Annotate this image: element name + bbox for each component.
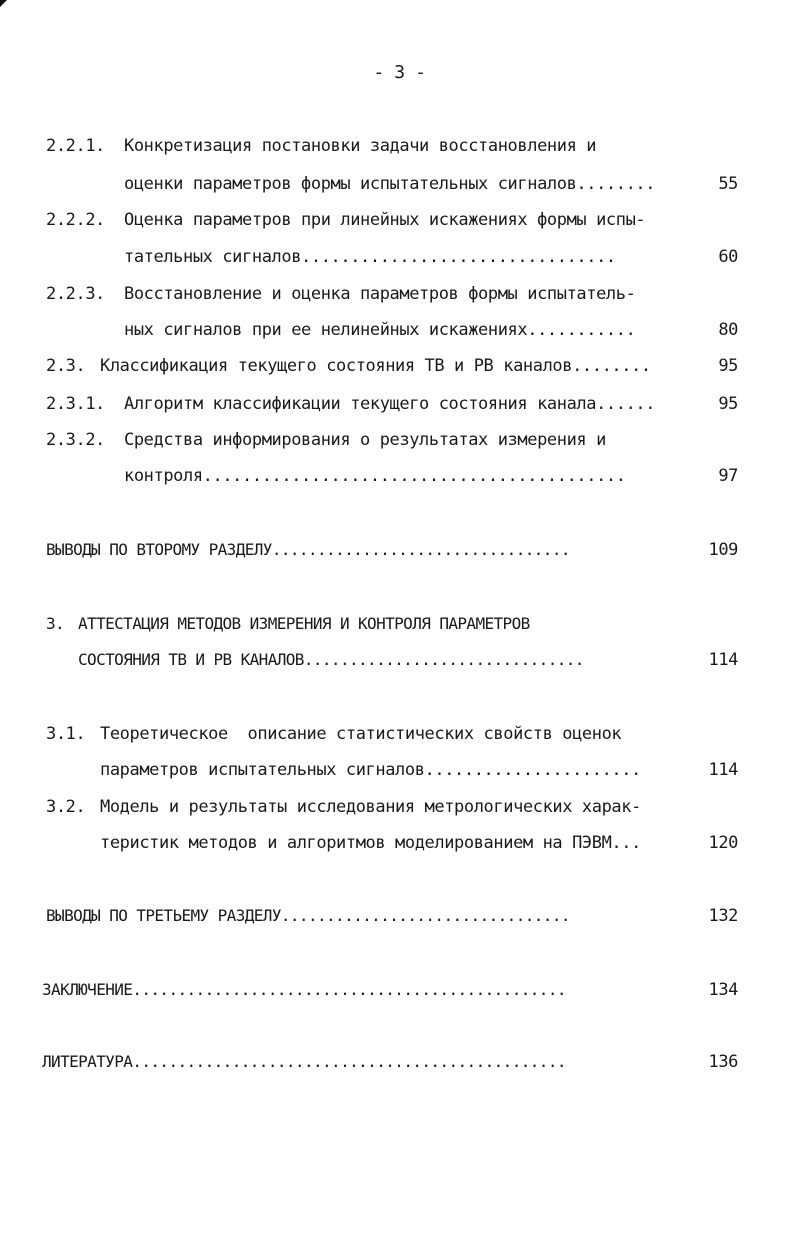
toc-entry-number: 2.3.2. — [46, 430, 106, 450]
toc-page-ref: 109 — [708, 540, 738, 560]
toc-page-ref: 55 — [718, 174, 738, 194]
toc-entry-title-continued: контроля........................................... — [124, 466, 626, 486]
toc-entry-title-continued: теристик методов и алгоритмов моделированием на ПЭВМ... — [100, 833, 641, 853]
toc-entry-title-continued: оценки параметров формы испытательных сигналов........ — [124, 174, 656, 194]
toc-page-ref: 95 — [718, 356, 738, 376]
toc-entry-title: Средства информирования о результатах измерения и — [124, 430, 606, 450]
toc-entry-number: 3.1. — [46, 724, 86, 744]
toc-page-ref: 114 — [708, 650, 738, 670]
toc-page-ref: 97 — [718, 466, 738, 486]
toc-entry-number: 2.2.1. — [46, 136, 106, 156]
toc-final-conclusion: ЗАКЛЮЧЕНИЕ................................................ — [42, 980, 566, 999]
toc-entry-title-continued: тательных сигналов................................ — [124, 247, 616, 267]
toc-entry-title: Оценка параметров при линейных искажениях формы испы- — [124, 210, 646, 230]
toc-entry-title-continued: параметров испытательных сигналов...................... — [100, 760, 641, 780]
toc-entry-title: Теоретическое описание статистических свойств оценок — [100, 724, 622, 744]
toc-entry-number: 2.3. — [46, 356, 86, 376]
toc-page-ref: 134 — [708, 980, 738, 1000]
toc-page-ref: 132 — [708, 906, 738, 926]
toc-conclusions-section-3: ВЫВОДЫ ПО ТРЕТЬЕМУ РАЗДЕЛУ................................ — [46, 906, 570, 925]
toc-entry-title: Классификация текущего состояния ТВ и РВ каналов........ — [100, 356, 651, 376]
toc-entry-number: 3. — [46, 614, 65, 633]
toc-literature: ЛИТЕРАТУРА................................................ — [42, 1052, 566, 1071]
toc-entry-title: Модель и результаты исследования метрологических харак- — [100, 797, 641, 817]
toc-entry-number: 2.2.2. — [46, 210, 106, 230]
toc-conclusions-section-2: ВЫВОДЫ ПО ВТОРОМУ РАЗДЕЛУ................................. — [46, 540, 570, 559]
toc-page-ref: 120 — [708, 833, 738, 853]
toc-section-title: АТТЕСТАЦИЯ МЕТОДОВ ИЗМЕРЕНИЯ И КОНТРОЛЯ ПАРАМЕТРОВ — [78, 614, 530, 633]
toc-entry-number: 3.2. — [46, 797, 86, 817]
toc-page-ref: 95 — [718, 394, 738, 414]
toc-page-ref: 114 — [708, 760, 738, 780]
toc-entry-number: 2.3.1. — [46, 394, 106, 414]
toc-entry-title-continued: ных сигналов при ее нелинейных искажениях........... — [124, 320, 636, 340]
toc-entry-number: 2.2.3. — [46, 284, 106, 304]
toc-page-ref: 80 — [718, 320, 738, 340]
scan-corner-mark — [0, 0, 7, 7]
toc-section-title-continued: СОСТОЯНИЯ ТВ И РВ КАНАЛОВ............................... — [78, 650, 584, 669]
page-number: - 3 - — [373, 62, 426, 83]
toc-entry-title: Конкретизация постановки задачи восстановления и — [124, 136, 597, 156]
toc-page-ref: 136 — [708, 1052, 738, 1072]
toc-entry-title: Восстановление и оценка параметров формы испытатель- — [124, 284, 636, 304]
toc-page-ref: 60 — [718, 247, 738, 267]
toc-entry-title: Алгоритм классификации текущего состояния канала...... — [124, 394, 656, 414]
